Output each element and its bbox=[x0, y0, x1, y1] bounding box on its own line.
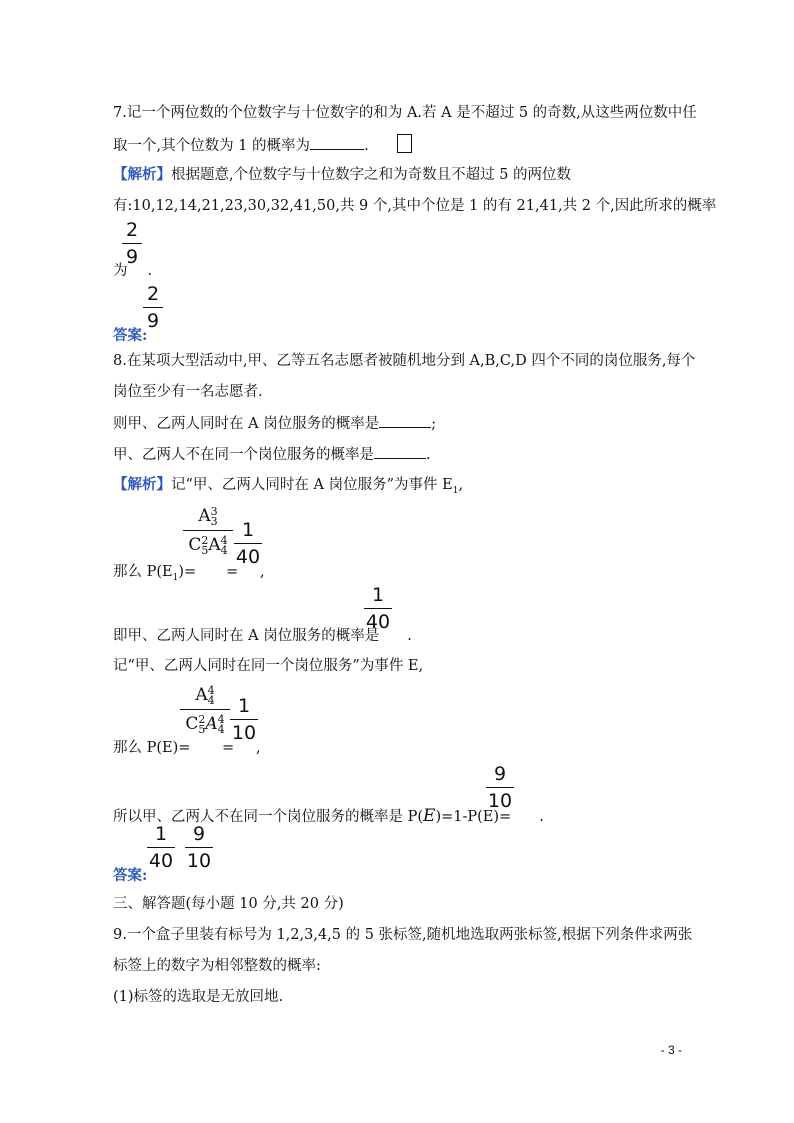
q8-analysis-line4-end: . bbox=[539, 809, 544, 825]
q7-analysis-prefix: 为 bbox=[113, 263, 128, 279]
subscript: 4 bbox=[217, 722, 225, 736]
fraction-denominator: 10 bbox=[186, 850, 212, 872]
page-number: - 3 - bbox=[660, 1043, 682, 1057]
pe1-mid: )= bbox=[178, 564, 197, 580]
superscript: 4 bbox=[220, 533, 228, 547]
q7-analysis-suffix: . bbox=[147, 263, 153, 279]
fraction-numerator: 2 bbox=[125, 219, 139, 241]
subscript: 1 bbox=[452, 485, 459, 496]
q8-line4-fraction bbox=[486, 763, 514, 812]
C-symbol: C bbox=[188, 535, 202, 555]
q7-line2 bbox=[113, 134, 412, 156]
q8-analysis-line2 bbox=[113, 626, 412, 646]
q8-analysis-line2-end: . bbox=[407, 628, 412, 644]
event-E: E bbox=[423, 806, 436, 826]
C-symbol: C bbox=[185, 714, 199, 734]
q8-answer-label: 答案: bbox=[113, 867, 148, 884]
fraction-denominator: 9 bbox=[125, 246, 139, 268]
fraction-numerator: 2 bbox=[146, 283, 160, 305]
q8-analysis-text: 记“甲、乙两人同时在 A 岗位服务”为事件 E bbox=[171, 477, 453, 493]
fraction-bar bbox=[230, 719, 258, 720]
q8-analysis-line4-text: 所以甲、乙两人不在同一个岗位服务的概率是 P( bbox=[113, 809, 424, 825]
fraction-bar bbox=[143, 307, 163, 308]
q8-analysis-end: , bbox=[458, 477, 464, 493]
q8-analysis-line4 bbox=[113, 806, 544, 827]
A-symbol: A bbox=[195, 685, 208, 705]
q7-line1: 7.记一个两位数的个位数字与十位数字的和为 A.若 A 是不超过 5 的奇数,从这些两位数中任 bbox=[113, 105, 697, 121]
pe-equals: = bbox=[222, 740, 235, 756]
fraction-numerator: 1 bbox=[241, 519, 255, 541]
pe-end: , bbox=[256, 740, 261, 756]
pe1-prefix: 那么 P(E bbox=[113, 564, 173, 580]
fraction-bar bbox=[486, 787, 514, 788]
answer-blank bbox=[310, 135, 364, 150]
q7-line2-text: 取一个,其个位数为 1 的概率为 bbox=[113, 138, 311, 154]
pe1-equals: = bbox=[226, 564, 239, 580]
fraction-numerator: 9 bbox=[493, 763, 507, 785]
q8-line3-text: 则甲、乙两人同时在 A 岗位服务的概率是 bbox=[113, 416, 380, 432]
fraction-denominator: 10 bbox=[487, 790, 513, 812]
pe-fraction-1 bbox=[180, 684, 230, 735]
A-symbol: A bbox=[208, 535, 221, 555]
fraction-numerator: 1 bbox=[371, 584, 385, 606]
subscript: 4 bbox=[207, 693, 215, 707]
analysis-tag: 【解析】 bbox=[113, 476, 171, 493]
subscript: 5 bbox=[198, 722, 206, 736]
superscript: 4 bbox=[207, 683, 215, 697]
fraction-denominator: 40 bbox=[235, 546, 261, 568]
analysis-tag: 【解析】 bbox=[113, 166, 171, 183]
fraction-numerator: 1 bbox=[154, 823, 168, 845]
fraction-bar bbox=[147, 847, 175, 848]
fraction-denominator: 9 bbox=[146, 310, 160, 332]
fraction-numerator bbox=[180, 684, 230, 706]
q8-analysis-line4-mid: )=1-P(E)= bbox=[435, 809, 512, 825]
q8-answer-fraction-1 bbox=[147, 823, 175, 872]
q9-line3: (1)标签的选取是无放回地. bbox=[113, 989, 284, 1005]
fraction-numerator: 1 bbox=[237, 695, 251, 717]
subscript: 5 bbox=[201, 543, 209, 557]
q7-analysis-line3 bbox=[113, 261, 152, 281]
fraction-numerator: 9 bbox=[192, 823, 206, 845]
q8-analysis-line3: 记“甲、乙两人同时在同一个岗位服务”为事件 E, bbox=[113, 658, 424, 674]
fraction-denominator bbox=[183, 534, 233, 556]
fraction-bar bbox=[364, 608, 392, 609]
fraction-denominator bbox=[180, 713, 230, 735]
section-title: 三、解答题(每小题 10 分,共 20 分) bbox=[113, 896, 344, 912]
pe1-fraction-2 bbox=[234, 519, 262, 568]
q7-analysis-text: 根据题意,个位数字与十位数字之和为奇数且不超过 5 的两位数 bbox=[171, 167, 572, 183]
pe-line: 那么 P(E)= bbox=[113, 740, 191, 756]
q8-line2: 岗位至少有一名志愿者. bbox=[113, 384, 263, 400]
superscript: 2 bbox=[198, 712, 206, 726]
pe1-line bbox=[113, 562, 196, 588]
fraction-bar bbox=[122, 243, 142, 244]
q7-answer-fraction bbox=[143, 283, 163, 332]
q7-answer-label: 答案: bbox=[113, 327, 148, 344]
subscript: 4 bbox=[220, 543, 228, 557]
answer-blank bbox=[379, 413, 431, 428]
subscript: 1 bbox=[172, 572, 179, 583]
fraction-bar bbox=[185, 847, 213, 848]
fraction-bar bbox=[234, 543, 262, 544]
A-symbol: A bbox=[198, 506, 211, 526]
q7-analysis-line2: 有:10,12,14,21,23,30,32,41,50,共 9 个,其中个位是 1 的有 21,41,共 2 个,因此所求的概率 bbox=[113, 198, 717, 214]
pe1-fraction-1 bbox=[183, 505, 233, 556]
fraction-denominator: 40 bbox=[148, 850, 174, 872]
q9-line2: 标签上的数字为相邻整数的概率: bbox=[113, 958, 321, 974]
answer-blank bbox=[374, 444, 426, 459]
q7-analysis-line1 bbox=[113, 165, 571, 185]
q8-line3-end: ; bbox=[431, 416, 437, 432]
q8-analysis-line1 bbox=[113, 475, 463, 501]
subscript: 3 bbox=[210, 514, 218, 528]
fraction-bar bbox=[180, 709, 230, 710]
pe-fraction-2 bbox=[230, 695, 258, 744]
fraction-denominator: 40 bbox=[365, 611, 391, 633]
fraction-numerator bbox=[183, 505, 233, 527]
q8-line1: 8.在某项大型活动中,甲、乙等五名志愿者被随机地分到 A,B,C,D 四个不同的岗位服务,每个 bbox=[113, 353, 696, 369]
q9-line1: 9.一个盒子里装有标号为 1,2,3,4,5 的 5 张标签,随机地选取两张标签,根据下列条件求两张 bbox=[113, 927, 693, 943]
superscript: 2 bbox=[201, 533, 209, 547]
q8-line3 bbox=[113, 413, 436, 434]
placeholder-box-icon bbox=[397, 134, 412, 153]
q7-line2-end: . bbox=[364, 138, 369, 154]
pe1-end: , bbox=[260, 564, 265, 580]
fraction-bar bbox=[183, 530, 233, 531]
A-symbol: A bbox=[205, 714, 218, 734]
superscript: 4 bbox=[217, 712, 225, 726]
q8-line4-end: . bbox=[426, 447, 431, 463]
q8-line4 bbox=[113, 444, 431, 465]
superscript: 3 bbox=[210, 504, 218, 518]
q8-analysis-line2-text: 即甲、乙两人同时在 A 岗位服务的概率是 bbox=[113, 628, 380, 644]
q8-line4-text: 甲、乙两人不在同一个岗位服务的概率是 bbox=[113, 447, 374, 463]
fraction-denominator: 10 bbox=[231, 722, 257, 744]
q8-answer-fraction-2 bbox=[185, 823, 213, 872]
